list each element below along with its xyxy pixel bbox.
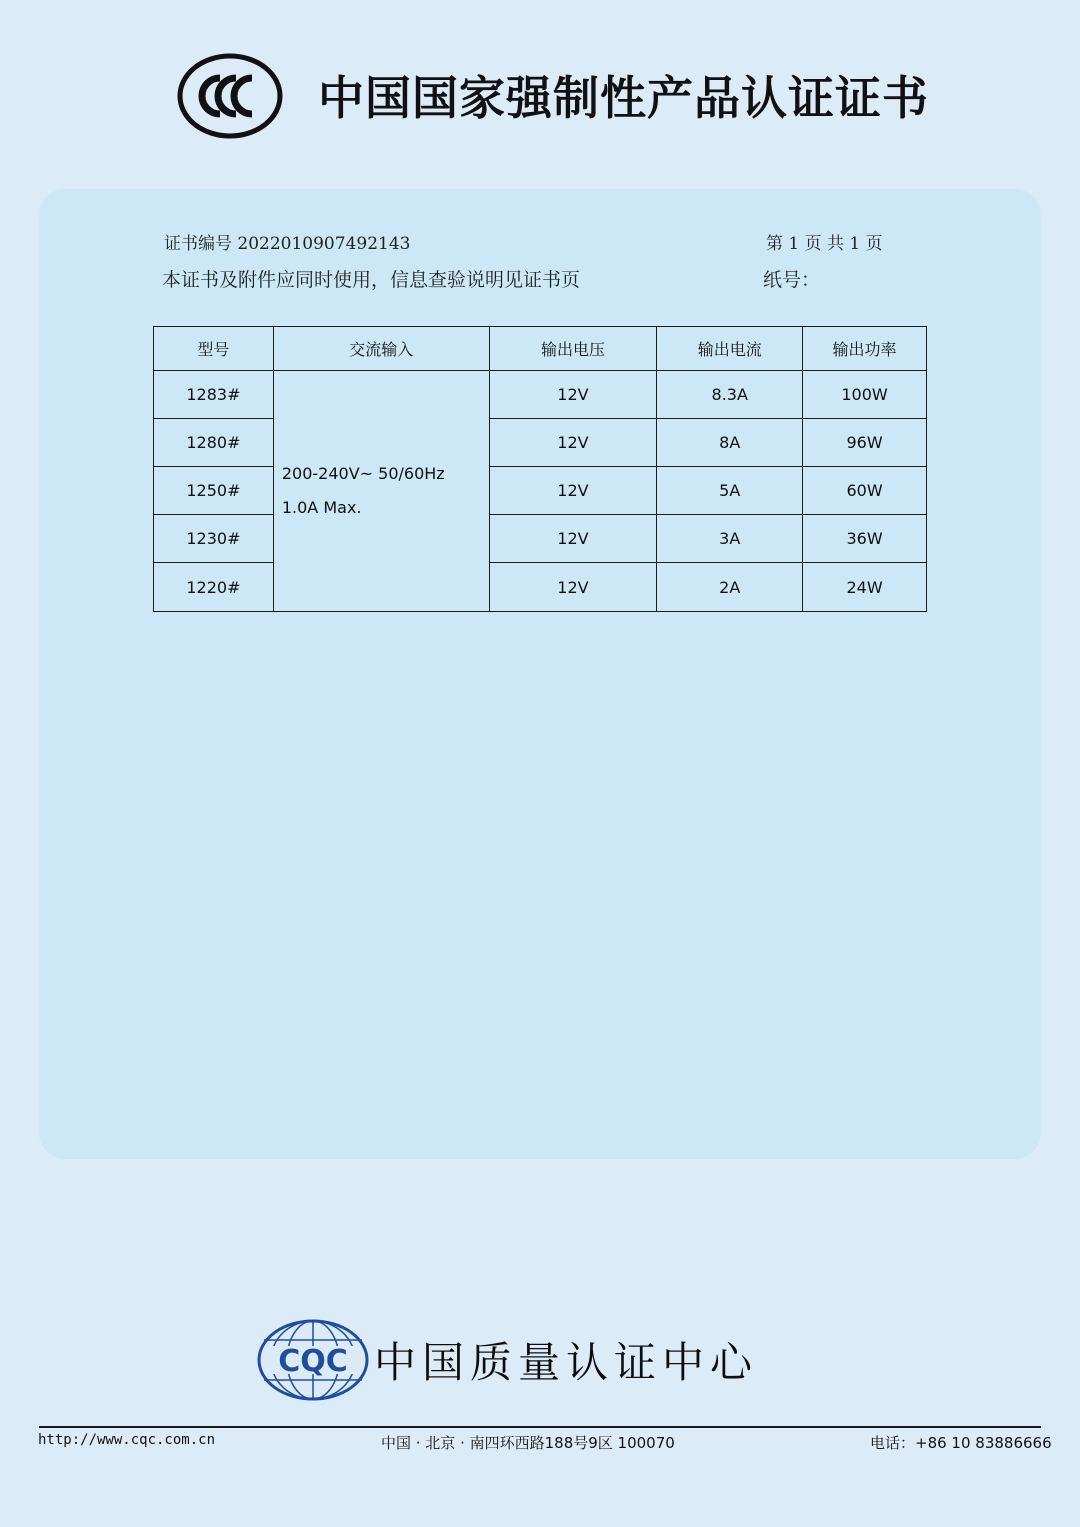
svg-text:CCC: CCC <box>228 102 232 103</box>
header-output-power: 输出功率 <box>803 327 927 371</box>
table-row <box>154 371 927 419</box>
certificate-title: 中国国家强制性产品认证证书 <box>318 71 929 125</box>
page-info: 第 1 页 共 1 页 <box>766 234 883 254</box>
current-cell: 8.3A <box>657 371 803 419</box>
power-cell: 100W <box>803 371 927 419</box>
power-cell: 60W <box>803 467 927 515</box>
power-cell: 24W <box>803 563 927 612</box>
header-output-voltage: 输出电压 <box>489 327 657 371</box>
phone: 电话：+86 10 83886666 <box>870 1434 1052 1452</box>
header-output-current: 输出电流 <box>657 327 803 371</box>
svg-text:CQC: CQC <box>278 1344 348 1379</box>
certificate-header <box>0 0 1080 190</box>
spec-table <box>153 326 927 612</box>
header-ac-input: 交流输入 <box>273 327 489 371</box>
model-cell: 1283# <box>154 371 274 419</box>
current-cell: 5A <box>657 467 803 515</box>
usage-notice: 本证书及附件应同时使用，信息查验说明见证书页 <box>162 269 581 291</box>
model-cell: 1280# <box>154 419 274 467</box>
certificate-number-value: 2022010907492143 <box>237 234 411 254</box>
table-row <box>154 467 927 515</box>
certificate-number <box>164 229 410 254</box>
cqc-logo <box>256 1318 370 1402</box>
voltage-cell: 12V <box>489 515 657 563</box>
table-header-row <box>154 327 927 371</box>
model-cell: 1250# <box>154 467 274 515</box>
table-row <box>154 515 927 563</box>
voltage-cell: 12V <box>489 419 657 467</box>
certificate-number-label: 证书编号 <box>164 234 232 254</box>
voltage-cell: 12V <box>489 563 657 612</box>
voltage-cell: 12V <box>489 371 657 419</box>
footer-divider <box>39 1426 1041 1428</box>
model-cell: 1230# <box>154 515 274 563</box>
address: 中国 · 北京 · 南四环西路188号9区 100070 <box>381 1434 675 1452</box>
current-cell: 8A <box>657 419 803 467</box>
power-cell: 96W <box>803 419 927 467</box>
website-link[interactable]: http://www.cqc.com.cn <box>38 1432 216 1448</box>
voltage-cell: 12V <box>489 467 657 515</box>
current-cell: 3A <box>657 515 803 563</box>
cqc-org-name: 中国质量认证中心 <box>374 1338 759 1387</box>
paper-number-label: 纸号： <box>763 269 821 291</box>
table-row <box>154 563 927 612</box>
table-row <box>154 419 927 467</box>
power-cell: 36W <box>803 515 927 563</box>
ac-input-cell: 200-240V~ 50/60Hz 1.0A Max. <box>273 371 489 612</box>
model-cell: 1220# <box>154 563 274 612</box>
header-model: 型号 <box>154 327 274 371</box>
current-cell: 2A <box>657 563 803 612</box>
ccc-logo <box>176 52 284 140</box>
